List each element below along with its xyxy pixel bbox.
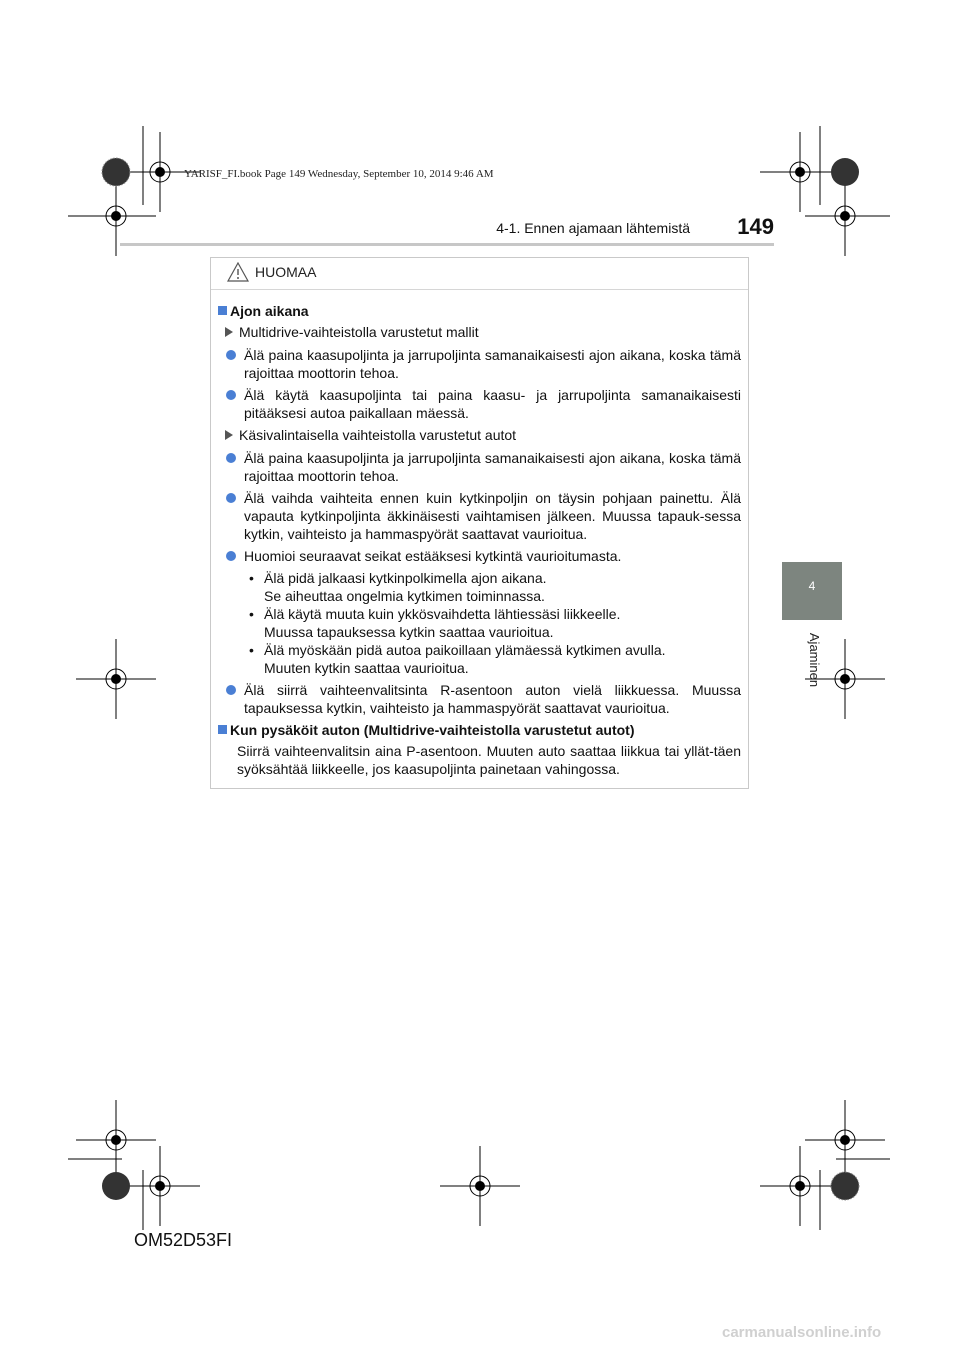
section-heading: Kun pysäköit auton (Multidrive-vaihteistolla varustetut autot) <box>218 721 741 739</box>
book-info-line: YARISF_FI.book Page 149 Wednesday, September 10, 2014 9:46 AM <box>184 168 494 180</box>
dot-bullet-icon <box>226 685 236 695</box>
list-item: Älä siirrä vaihteenvalitsinta R-asentoon auton vielä liikkuessa. Muussa tapauksessa kytkin, vaihteisto ja hammaspyörät saattavat vaurioitua. <box>218 681 741 717</box>
triangle-bullet-icon <box>225 327 233 337</box>
caution-box <box>210 257 749 789</box>
dot-bullet-icon <box>226 493 236 503</box>
list-item: Huomioi seuraavat seikat estääksesi kytkintä vaurioitumasta. <box>218 547 741 565</box>
dash-list <box>218 569 741 677</box>
header-rule <box>120 243 774 246</box>
list-item: Älä paina kaasupoljinta ja jarrupoljinta samanaikaisesti ajon aikana, koska tämä rajoittaa moottorin tehoa. <box>218 346 741 382</box>
caution-title: HUOMAA <box>255 264 317 280</box>
chapter-label-wrap <box>752 632 872 688</box>
warning-triangle-icon <box>227 262 249 282</box>
dash-item: • Älä käytä muuta kuin ykkösvaihdetta lähtiessäsi liikkeelle. Muussa tapauksessa kytkin saattaa vaurioitua. <box>249 606 621 640</box>
page-number: 149 <box>737 214 774 239</box>
square-bullet-icon <box>218 725 227 734</box>
dot-bullet-icon <box>226 350 236 360</box>
caution-body <box>211 290 748 778</box>
section-title: 4-1. Ennen ajamaan lähtemistä <box>496 220 690 236</box>
caution-header <box>211 258 748 290</box>
square-bullet-icon <box>218 306 227 315</box>
list-item: Älä vaihda vaihteita ennen kuin kytkinpoljin on täysin pohjaan painettu. Älä vapauta kytkinpoljinta äkkinäisesti vaihtamisen jälkeen. Muussa tapauk-sessa kytkin, vaihteisto ja hammaspyörät saattavat vaurioitua. <box>218 489 741 543</box>
triangle-bullet-icon <box>225 430 233 440</box>
watermark: carmanualsonline.info <box>722 1324 882 1341</box>
subheading: Multidrive-vaihteistolla varustetut mallit <box>218 323 741 341</box>
dash-item: • Älä pidä jalkaasi kytkinpolkimella ajon aikana. Se aiheuttaa ongelmia kytkimen toiminnassa. <box>249 570 547 604</box>
section-heading: Ajon aikana <box>218 302 741 320</box>
dot-bullet-icon <box>226 453 236 463</box>
dot-bullet-icon <box>226 390 236 400</box>
dash-item: • Älä myöskään pidä autoa paikoillaan ylämäessä kytkimen avulla. Muuten kytkin saattaa vaurioitua. <box>249 642 666 676</box>
paragraph: Siirrä vaihteenvalitsin aina P-asentoon. Muuten auto saattaa liikkua tai yllät-täen syöksähtää liikkeelle, jos kaasupoljinta painetaan vahingossa. <box>237 743 741 777</box>
list-item: Älä käytä kaasupoljinta tai paina kaasu- ja jarrupoljinta samanaikaisesti pitääksesi autoa paikallaan mäessä. <box>218 386 741 422</box>
subheading: Käsivalintaisella vaihteistolla varustetut autot <box>218 426 741 444</box>
chapter-label: Ajaminen <box>807 632 822 688</box>
list-item: Älä paina kaasupoljinta ja jarrupoljinta samanaikaisesti ajon aikana, koska tämä rajoittaa moottorin tehoa. <box>218 449 741 485</box>
chapter-number: 4 <box>808 579 816 593</box>
footer-code: OM52D53FI <box>134 1230 233 1250</box>
dot-bullet-icon <box>226 551 236 561</box>
